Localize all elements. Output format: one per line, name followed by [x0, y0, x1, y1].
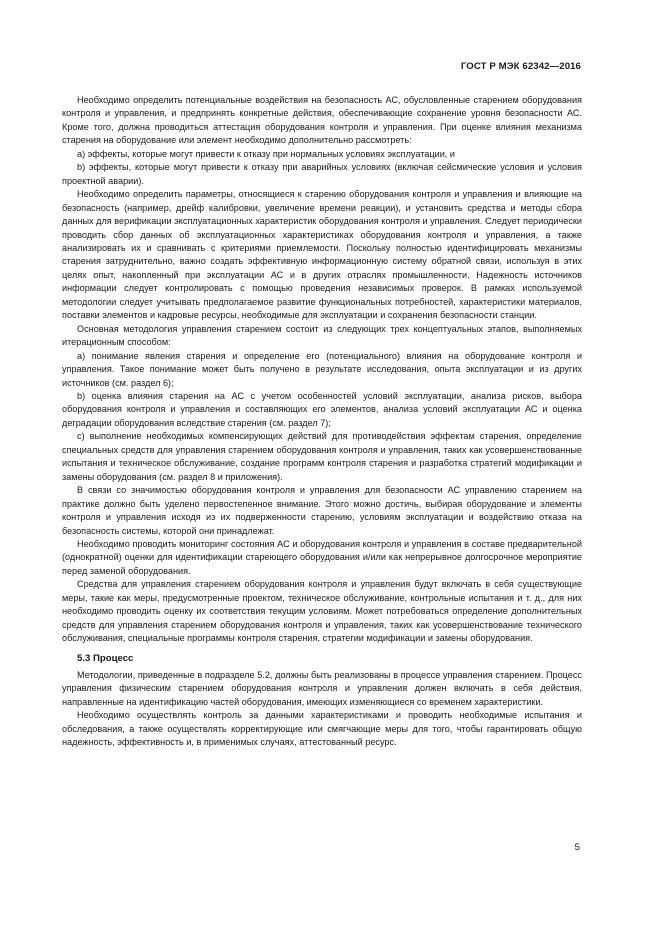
paragraph: Необходимо осуществлять контроль за данными характеристиками и проводить необходимые испытания и обследования, а также осуществлять корректирующие или смягчающие меры для того, чтобы гарантировать общую надежность, эффективность и, в применимых случаях, аттестованный ресурс. [62, 710, 582, 748]
paragraph: Средства для управления старением оборудования контроля и управления будут включать в себя существующие меры, такие как меры, предусмотренные проектом, техническое обслуживание, контрольные испытания и т. д., для них необходимо проводить оценку их соответствия текущим условиям. Может потребоваться определение дополнительных средств для управления старением оборудования контроля и управления, таких как усовершенствование технического обслуживания, специальные программы контроля старения, стратегии модификации и замены оборудования. [62, 579, 582, 644]
paragraph: Необходимо определить потенциальные воздействия на безопасность АС, обусловленные старением оборудования контроля и управления, и предпринять конкретные действия, обеспечивающие сохранение уровня безопасности АС. Кроме того, должна проводиться аттестация оборудования контроля и управления. При оценке влияния механизма старения на оборудование или элемент необходимо дополнительно рассмотреть: [62, 95, 582, 146]
document-header: ГОСТ Р МЭК 62342—2016 [460, 61, 581, 72]
section-heading: 5.3 Процесс [77, 652, 134, 664]
paragraph: Основная методология управления старением состоит из следующих трех концептуальных этапов, выполняемых итерационным способом: [62, 323, 582, 348]
list-item: a) эффекты, которые могут привести к отказу при нормальных условиях эксплуатации, и [77, 148, 455, 159]
list-item: b) эффекты, которые могут привести к отказу при аварийных условиях (включая сейсмические условия и условия проектной аварии). [62, 162, 582, 186]
page-number: 5 [574, 842, 580, 853]
paragraph: Методологии, приведенные в подразделе 5.2, должны быть реализованы в процессе управления старением. Процесс управления физическим старением оборудования контроля и управления должен включать в себя действия, направленные на идентификацию частей оборудования, имеющих изменяющиеся со временем характеристики. [62, 670, 582, 707]
list-item: b) оценка влияния старения на АС с учетом особенностей условий эксплуатации, анализа рисков, выбора оборудования контроля и управления и составляющих его элементов, анализа условий эксплуатации АС и оценка деградации оборудования вследствие старения (см. раздел 7); [62, 390, 582, 428]
paragraph: В связи со значимостью оборудования контроля и управления для безопасности АС управлению старением на практике должно быть уделено первостепенное внимание. Этого можно достичь, выбирая оборудование и элементы контроля и управления исходя из их подверженности старению, условиям эксплуатации и воздействию отказа на безопасность системы, которой они принадлежат. [62, 485, 582, 536]
list-item: a) понимание явления старения и определение его (потенциального) влияния на оборудование контроля и управления. Такое понимание может быть получено в результате исследования, опыта эксплуатации и из других источников (см. раздел 6); [62, 350, 582, 388]
list-item: c) выполнение необходимых компенсирующих действий для противодействия эффектам старения, определение специальных средств для управления старением оборудования контроля и управления, таких как усовершенствованные испытания и техническое обслуживание, создание программ контроля старения и разработка стратегий модификации и замены оборудования (см. раздел 8 и приложения). [62, 431, 582, 482]
paragraph: Необходимо проводить мониторинг состояния АС и оборудования контроля и управления в составе предварительной (однократной) оценки для идентификации стареющего оборудования и/или как непрерывное долгосрочное мероприятие перед заменой оборудования. [62, 538, 582, 576]
paragraph: Необходимо определить параметры, относящиеся к старению оборудования контроля и управления и влияющие на безопасность (например, дрейф калибровки, увеличение времени реакции), и установить средства и методы сбора данных для верификации эксплуатационных характеристик оборудования контроля и управления. Следует периодически проводить сбор данных об эксплуатационных характеристиках оборудования контроля и управления, а также анализировать их и сравнивать с критериями приемлемости. Поскольку полностью идентифицировать механизмы старения затруднительно, важно создать эффективную информационную систему обратной связи, используя в этих целях опыт, накопленный при эксплуатации АС и в других отраслях промышленности. Надежность источников информации следует контролировать с помощью проведения независимых проверок. В рамках используемой методологии следует учитывать предполагаемое развитие функциональных потребностей, характеристики материалов, поставки элементов и кадровые ресурсы, необходимые для эксплуатации и сохранения безопасности станции. [62, 189, 582, 321]
document-body [62, 94, 582, 750]
